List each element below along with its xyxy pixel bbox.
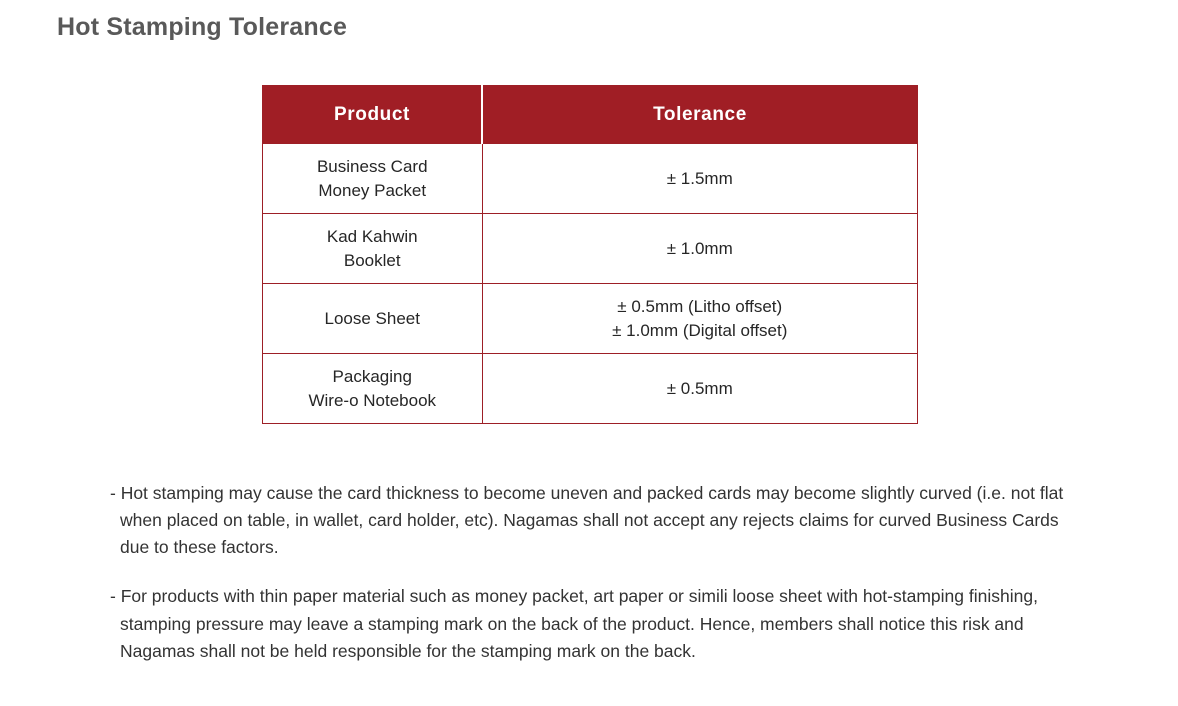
cell-product-line: Money Packet xyxy=(318,180,427,200)
cell-tolerance xyxy=(482,284,918,354)
cell-product-line: Loose Sheet xyxy=(324,308,420,328)
table-header xyxy=(263,86,918,144)
cell-product xyxy=(263,214,483,284)
table-row xyxy=(263,354,918,424)
cell-product-line: Packaging xyxy=(332,367,412,387)
column-header-tolerance: Tolerance xyxy=(482,86,918,144)
cell-tolerance-line: ± 0.5mm xyxy=(666,378,733,398)
table-row xyxy=(263,214,918,284)
table-header-row xyxy=(263,86,918,144)
table-row xyxy=(263,284,918,354)
cell-tolerance-line: ± 1.0mm (Digital offset) xyxy=(612,320,788,340)
cell-tolerance xyxy=(482,214,918,284)
cell-tolerance xyxy=(482,144,918,214)
tolerance-table-container xyxy=(262,85,914,424)
note-item: - Hot stamping may cause the card thickness to become uneven and packed cards may become slightly curved (i.e. not flat when placed on table, in wallet, card holder, etc). Nagamas shall not accept any rejects claims for curved Business Cards due to these factors. xyxy=(110,482,1064,558)
table-row xyxy=(263,144,918,214)
column-header-product: Product xyxy=(263,86,483,144)
cell-tolerance-line: ± 1.5mm xyxy=(666,168,733,188)
cell-tolerance-line: ± 0.5mm (Litho offset) xyxy=(617,297,783,317)
cell-product xyxy=(263,354,483,424)
cell-tolerance xyxy=(482,354,918,424)
cell-product-line: Business Card xyxy=(316,157,428,177)
cell-product-line: Wire-o Notebook xyxy=(308,390,437,410)
cell-product-line: Kad Kahwin xyxy=(326,227,418,247)
tolerance-table xyxy=(262,85,918,424)
notes-section xyxy=(110,462,1085,687)
cell-product-line: Booklet xyxy=(343,250,401,270)
table-body xyxy=(263,144,918,424)
cell-product xyxy=(263,284,483,354)
cell-tolerance-line: ± 1.0mm xyxy=(666,238,733,258)
page-title: Hot Stamping Tolerance xyxy=(57,13,348,41)
cell-product xyxy=(263,144,483,214)
note-item: - For products with thin paper material such as money packet, art paper or simili loose sheet with hot-stamping finishing, stamping pressure may leave a stamping mark on the back of the product. Hence, members shall notice this risk and Nagamas shall not be held responsible for the stamping mark on the back. xyxy=(110,586,1038,661)
